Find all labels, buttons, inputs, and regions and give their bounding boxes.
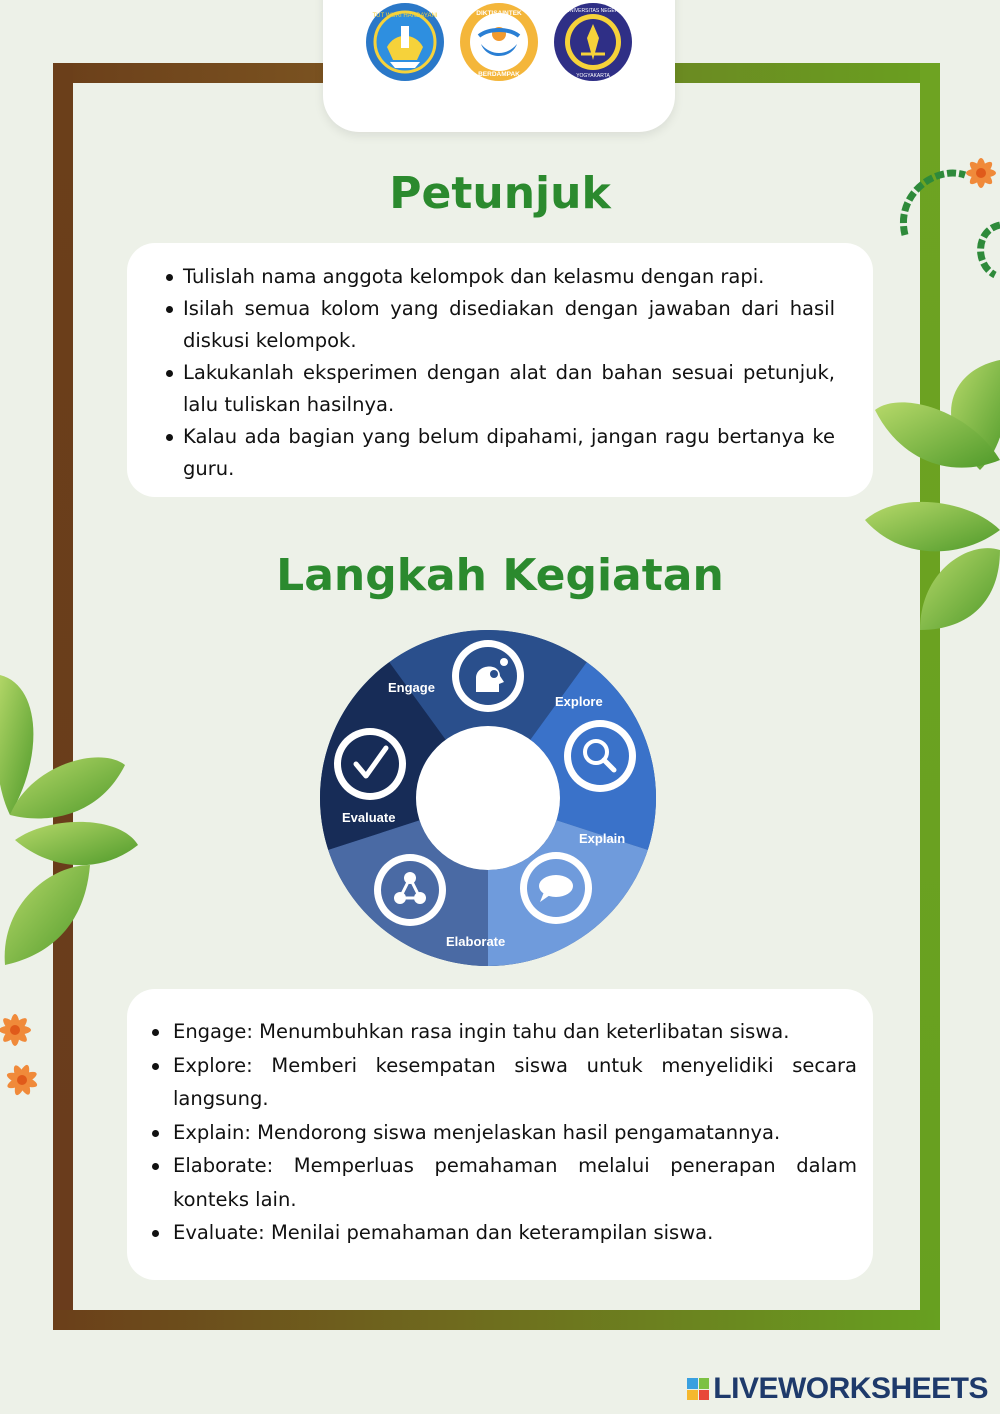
svg-text:YOGYAKARTA: YOGYAKARTA (576, 73, 610, 79)
list-item: Kalau ada bagian yang belum dipahami, jangan ragu bertanya ke guru. (183, 421, 835, 485)
logo-card (323, 0, 675, 132)
liveworksheets-watermark (687, 1372, 988, 1406)
liveworksheets-logo-icon (687, 1378, 709, 1400)
list-item: Explain: Mendorong siswa menjelaskan hasil pengamatannya. (173, 1116, 857, 1150)
cycle-label-evaluate: Evaluate (342, 810, 396, 825)
frame-top-left (53, 63, 323, 83)
cycle-label-engage: Engage (388, 680, 435, 695)
logo-text-1: TUT WURI HANDAYANI (372, 13, 438, 19)
list-item: Explore: Memberi kesempatan siswa untuk menyelidiki secara langsung. (173, 1049, 857, 1116)
list-item: Elaborate: Memperluas pemahaman melalui penerapan dalam konteks lain. (173, 1149, 857, 1216)
petunjuk-list (165, 261, 835, 485)
five-e-cycle-diagram (318, 628, 658, 968)
checkmark-icon (334, 728, 406, 800)
svg-text:BERDAMPAK: BERDAMPAK (478, 71, 520, 78)
speech-bubble-icon (520, 852, 592, 924)
diktisaintek-berdampak-logo (459, 2, 539, 82)
frame-top-right (670, 63, 940, 83)
svg-text:UNIVERSITAS NEGERI: UNIVERSITAS NEGERI (566, 8, 620, 14)
tut-wuri-handayani-logo (365, 2, 445, 82)
petunjuk-card (127, 243, 873, 497)
flowers-left-decoration (0, 1005, 55, 1105)
list-item: Engage: Menumbuhkan rasa ingin tahu dan keterlibatan siswa. (173, 1015, 857, 1049)
watermark-text: LIVEWORKSHEETS (713, 1372, 988, 1405)
svg-text:DIKTISAINTEK: DIKTISAINTEK (476, 10, 522, 17)
langkah-card (127, 989, 873, 1280)
langkah-list (147, 1015, 857, 1250)
list-item: Tulislah nama anggota kelompok dan kelasmu dengan rapi. (183, 261, 835, 293)
list-item: Lakukanlah eksperimen dengan alat dan bahan sesuai petunjuk, lalu tuliskan hasilnya. (183, 357, 835, 421)
list-item: Evaluate: Menilai pemahaman dan keterampilan siswa. (173, 1216, 857, 1250)
leaves-left-decoration (0, 665, 140, 985)
cycle-center (416, 726, 560, 870)
head-gears-icon (452, 640, 524, 712)
leaves-right-decoration (860, 350, 1000, 650)
frame-bottom (53, 1310, 940, 1330)
cycle-label-explain: Explain (579, 831, 626, 846)
cycle-label-explore: Explore (555, 694, 603, 709)
magnifier-icon (564, 720, 636, 792)
connected-circles-icon (374, 854, 446, 926)
uny-logo (553, 2, 633, 82)
petunjuk-title: Petunjuk (389, 168, 611, 219)
langkah-title: Langkah Kegiatan (276, 550, 724, 601)
cycle-label-elaborate: Elaborate (446, 934, 506, 949)
list-item: Isilah semua kolom yang disediakan dengan jawaban dari hasil diskusi kelompok. (183, 293, 835, 357)
